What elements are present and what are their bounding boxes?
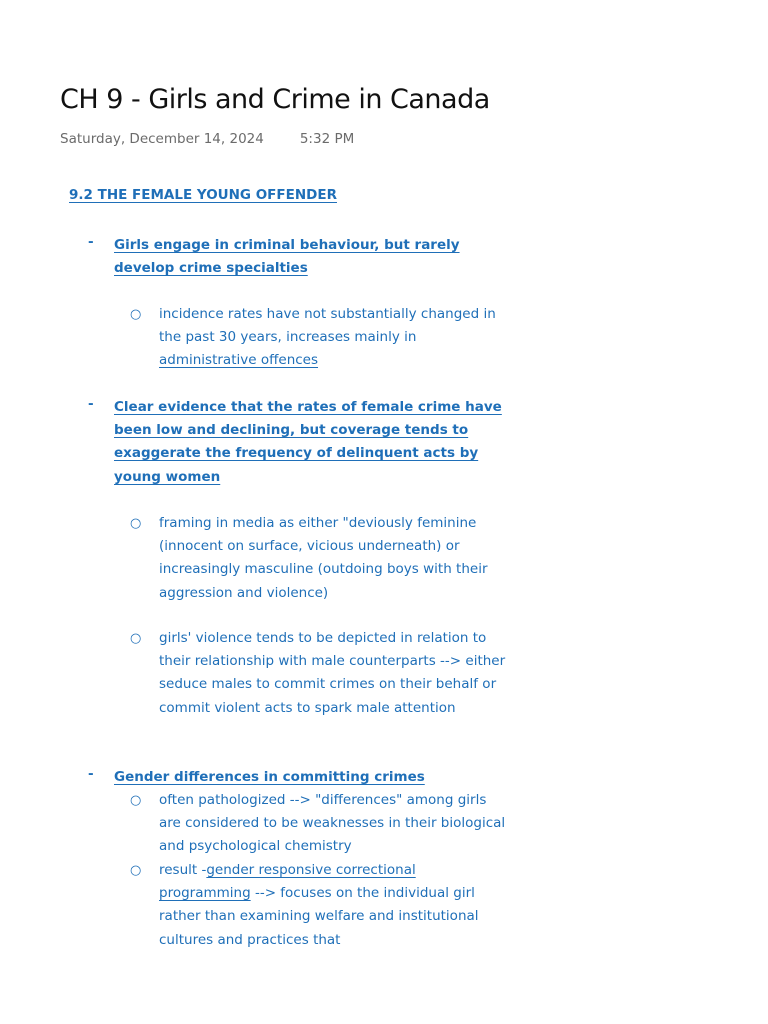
circle-bullet-icon: ○	[130, 863, 142, 878]
underlined-term: administrative offences	[159, 352, 319, 369]
note-time: 5:32 PM	[299, 131, 355, 147]
circle-bullet-icon: ○	[130, 631, 142, 646]
circle-bullet-icon: ○	[130, 307, 142, 322]
sub-point	[130, 859, 510, 952]
main-point-2	[88, 396, 508, 489]
sub-point-text: girls' violence tends to be depicted in relation to their relationship with male counterparts --> either seduce males to commit crimes on their behalf or commit violent acts to spark male attention	[159, 630, 506, 716]
sub-point	[130, 303, 510, 373]
main-point-3	[88, 766, 508, 789]
sub-point-text: often pathologized --> "differences" among girls are considered to be weaknesses in their biological and psychological chemistry	[159, 792, 506, 855]
main-point-heading: Girls engage in criminal behaviour, but rarely develop crime specialties	[114, 237, 460, 277]
sub-point	[130, 627, 510, 720]
section-heading: 9.2 THE FEMALE YOUNG OFFENDER	[69, 187, 337, 203]
sub-point-text: incidence rates have not substantially changed in the past 30 years, increases mainly in administrative offences	[159, 306, 496, 369]
dash-bullet: -	[88, 766, 94, 782]
page-title: CH 9 - Girls and Crime in Canada	[60, 84, 490, 115]
sub-point-text: result -gender responsive correctional programming --> focuses on the individual girl rather than examining welfare and institutional cultures and practices that	[159, 862, 479, 948]
note-date: Saturday, December 14, 2024	[60, 131, 264, 147]
note-timestamp	[60, 131, 354, 147]
sub-point-text: framing in media as either "deviously feminine (innocent on surface, vicious underneath) or increasingly masculine (outdoing boys with their aggression and violence)	[159, 515, 488, 601]
main-point-heading: Gender differences in committing crimes	[114, 769, 425, 785]
sub-point	[130, 789, 510, 859]
circle-bullet-icon: ○	[130, 516, 142, 531]
underlined-term: gender responsive correctional programming	[159, 862, 416, 902]
dash-bullet: -	[88, 396, 94, 412]
main-point-heading: Clear evidence that the rates of female crime have been low and declining, but coverage tends to exaggerate the frequency of delinquent acts by young women	[114, 399, 502, 485]
circle-bullet-icon: ○	[130, 793, 142, 808]
dash-bullet: -	[88, 234, 94, 250]
main-point-1	[88, 234, 508, 280]
sub-point	[130, 512, 510, 605]
